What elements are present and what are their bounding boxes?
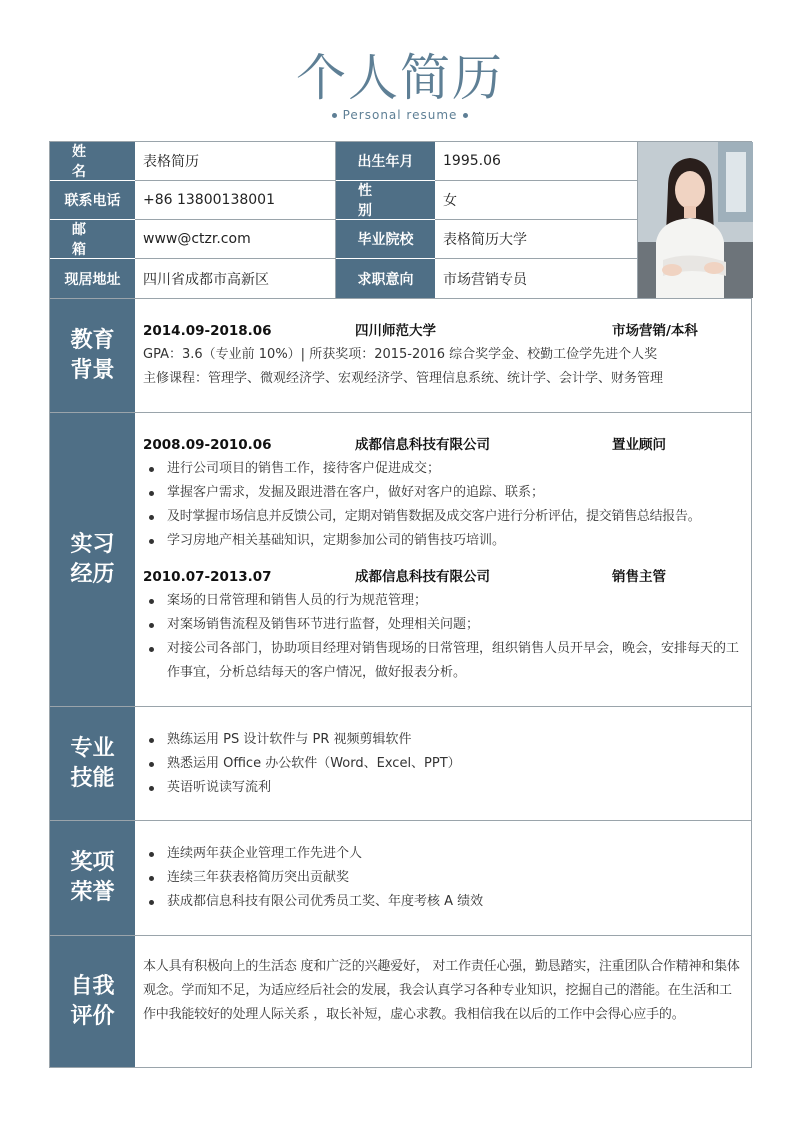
experience-label-line1: 实习 (70, 531, 115, 557)
list-item: 获成都信息科技有限公司优秀员工奖、年度考核 A 绩效 (143, 890, 743, 914)
experience-label-line2: 经历 (70, 561, 115, 587)
education-section (50, 298, 751, 412)
address-value: 四川省成都市高新区 (135, 259, 336, 298)
gender-value: 女 (435, 181, 638, 220)
education-label-line1: 教育 (70, 327, 115, 353)
job-2-head (143, 565, 743, 589)
list-item: 熟悉运用 Office 办公软件（Word、Excel、PPT） (143, 752, 743, 776)
list-item: 连续三年获表格简历突出贡献奖 (143, 866, 743, 890)
list-item: 对案场销售流程及销售环节进行监督，处理相关问题； (143, 613, 743, 637)
self-eval-label (50, 936, 135, 1067)
profile-photo (638, 142, 753, 298)
job-2-title: 销售主管 (612, 569, 666, 585)
gender-label: 性 别 (336, 181, 435, 220)
skills-label (50, 707, 135, 820)
address-label: 现居地址 (50, 259, 135, 298)
education-gpa: GPA：3.6（专业前 10%）| 所获奖项：2015-2016 综合奖学金、校勤工俭学先进个人奖 (143, 347, 658, 362)
dot-icon (332, 113, 337, 118)
self-eval-label-line2: 评价 (70, 1003, 115, 1029)
resume-subtitle (0, 108, 800, 122)
education-period: 2014.09-2018.06 (143, 323, 272, 339)
email-value: www@ctzr.com (135, 220, 336, 259)
school-value: 表格简历大学 (435, 220, 638, 259)
intent-label: 求职意向 (336, 259, 435, 298)
awards-body (135, 821, 751, 935)
job-2-period: 2010.07-2013.07 (143, 569, 272, 585)
experience-body (135, 413, 751, 706)
job-2-company: 成都信息科技有限公司 (355, 569, 490, 585)
name-label: 姓 名 (50, 142, 135, 181)
subtitle-text: Personal resume (342, 108, 458, 122)
skills-section (50, 706, 751, 820)
email-label: 邮 箱 (50, 220, 135, 259)
experience-label (50, 413, 135, 706)
intent-value: 市场营销专员 (435, 259, 638, 298)
birth-label: 出生年月 (336, 142, 435, 181)
portrait-image (638, 142, 753, 298)
job-1-head (143, 433, 743, 457)
list-item: 熟练运用 PS 设计软件与 PR 视频剪辑软件 (143, 728, 743, 752)
resume-header (0, 48, 800, 122)
education-major: 市场营销/本科 (612, 323, 698, 339)
education-head (143, 319, 743, 343)
skills-label-line1: 专业 (70, 735, 115, 761)
education-school: 四川师范大学 (355, 323, 436, 339)
list-item: 案场的日常管理和销售人员的行为规范管理； (143, 589, 743, 613)
phone-label: 联系电话 (50, 181, 135, 220)
list-item: 学习房地产相关基础知识，定期参加公司的销售技巧培训。 (143, 529, 743, 553)
resume-table (49, 141, 752, 1068)
education-label (50, 299, 135, 412)
self-eval-label-line1: 自我 (70, 973, 115, 999)
job-1-title: 置业顾问 (612, 437, 666, 453)
list-item: 及时掌握市场信息并反馈公司，定期对销售数据及成交客户进行分析评估，提交销售总结报告。 (143, 505, 743, 529)
self-eval-section (50, 935, 751, 1067)
skills-label-line2: 技能 (70, 765, 115, 791)
list-item: 对接公司各部门，协助项目经理对销售现场的日常管理，组织销售人员开早会，晚会，安排每天的工作事宜，分析总结每天的客户情况，做好报表分析。 (143, 637, 743, 685)
experience-section (50, 412, 751, 706)
education-label-line2: 背景 (70, 357, 115, 383)
birth-value: 1995.06 (435, 142, 638, 181)
dot-icon (463, 113, 468, 118)
personal-info (50, 142, 751, 298)
resume-title: 个人简历 (296, 49, 504, 107)
self-eval-text: 本人具有积极向上的生活态 度和广泛的兴趣爱好， 对工作责任心强，勤恳踏实，注重团队合作精神和集体观念。学而知不足，为适应经后社会的发展，我会认真学习各种专业知识，挖掘自己的潜能。在生活和工作中我能较好的处理人际关系 ，取长补短，虚心求教。我相信我在以后的工作中会得心应手的。 (143, 959, 740, 1022)
job-1-company: 成都信息科技有限公司 (355, 437, 490, 453)
awards-label-line2: 荣誉 (70, 880, 115, 905)
education-body (135, 299, 751, 412)
phone-value: +86 13800138001 (135, 181, 336, 220)
list-item: 连续两年获企业管理工作先进个人 (143, 842, 743, 866)
awards-section (50, 820, 751, 935)
school-label: 毕业院校 (336, 220, 435, 259)
self-eval-body (135, 936, 751, 1067)
skills-body (135, 707, 751, 820)
awards-label-line1: 奖项 (70, 850, 115, 875)
list-item: 掌握客户需求，发掘及跟进潜在客户，做好对客户的追踪、联系； (143, 481, 743, 505)
job-1-period: 2008.09-2010.06 (143, 437, 272, 453)
name-value: 表格简历 (135, 142, 336, 181)
list-item: 英语听说读写流利 (143, 776, 743, 800)
education-courses: 主修课程：管理学、微观经济学、宏观经济学、管理信息系统、统计学、会计学、财务管理 (143, 371, 664, 386)
awards-label (50, 821, 135, 935)
list-item: 进行公司项目的销售工作，接待客户促进成交； (143, 457, 743, 481)
